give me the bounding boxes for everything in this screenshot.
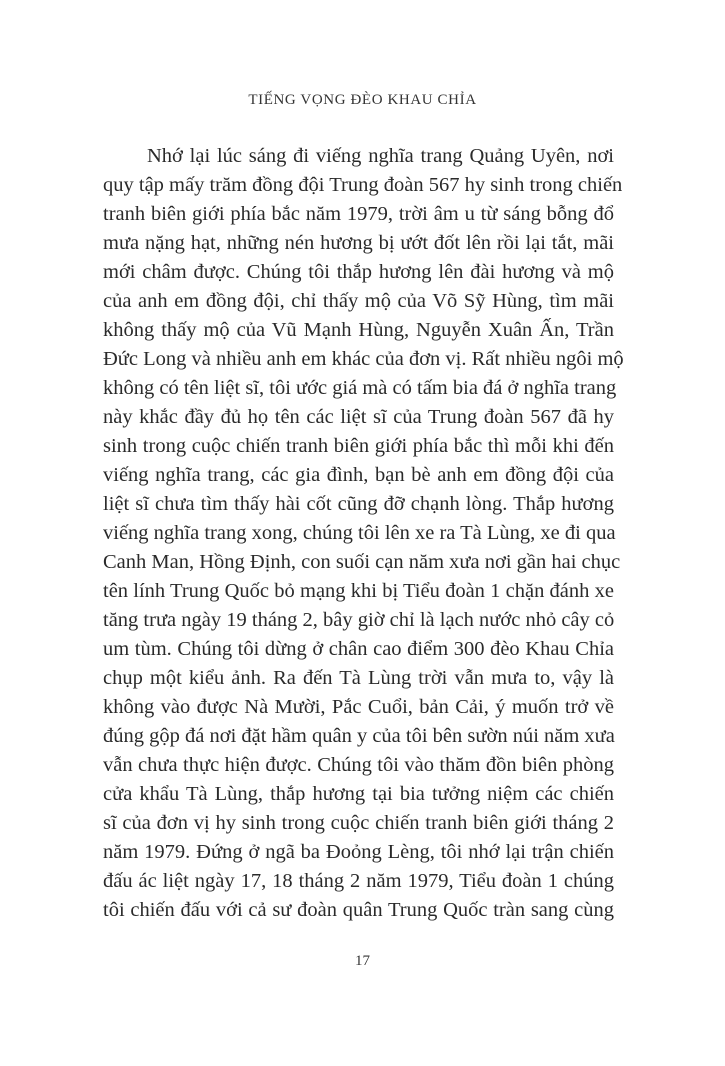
text-line: viếng nghĩa trang xong, chúng tôi lên xe ra Tà Lùng, xe đi qua: [103, 522, 616, 544]
text-line: viếng nghĩa trang, các gia đình, bạn bè anh em đồng đội của: [103, 464, 614, 486]
text-line: không thấy mộ của Vũ Mạnh Hùng, Nguyễn Xuân Ấn, Trần: [103, 319, 614, 341]
text-line: mới châm được. Chúng tôi thắp hương lên đài hương và mộ: [103, 261, 614, 283]
text-line: không vào được Nà Mười, Pắc Cuổi, bản Cải, ý muốn trở về: [103, 696, 614, 718]
text-line: tăng trưa ngày 19 tháng 2, bây giờ chỉ là lạch nước nhỏ cây cỏ: [103, 609, 615, 631]
text-line: sĩ của đơn vị hy sinh trong cuộc chiến tranh biên giới tháng 2: [103, 812, 614, 834]
text-line: không có tên liệt sĩ, tôi ước giá mà có tấm bia đá ở nghĩa trang: [103, 377, 617, 399]
text-line: mưa nặng hạt, những nén hương bị ướt đốt lên rồi lại tắt, mãi: [103, 232, 614, 254]
text-line: đúng gộp đá nơi đặt hầm quân y của tôi bên sườn núi năm xưa: [103, 725, 615, 747]
text-line: đấu ác liệt ngày 17, 18 tháng 2 năm 1979, Tiểu đoàn 1 chúng: [103, 870, 614, 892]
text-line: Nhớ lại lúc sáng đi viếng nghĩa trang Quảng Uyên, nơi: [147, 145, 614, 167]
text-line: này khắc đầy đủ họ tên các liệt sĩ của Trung đoàn 567 đã hy: [103, 406, 614, 428]
text-line: của anh em đồng đội, chỉ thấy mộ của Võ Sỹ Hùng, tìm mãi: [103, 290, 614, 312]
text-line: chụp một kiểu ảnh. Ra đến Tà Lùng trời vẫn mưa to, vậy là: [103, 667, 614, 689]
text-line: um tùm. Chúng tôi dừng ở chân cao điểm 300 đèo Khau Chỉa: [103, 638, 614, 660]
text-line: Canh Man, Hồng Định, con suối cạn năm xưa nơi gần hai chục: [103, 551, 621, 573]
body-text: [103, 142, 624, 925]
running-header: TIẾNG VỌNG ĐÈO KHAU CHỈA: [248, 92, 477, 108]
text-line: quy tập mấy trăm đồng đội Trung đoàn 567 hy sinh trong chiến: [103, 174, 623, 196]
page-number: 17: [355, 953, 370, 969]
text-line: sinh trong cuộc chiến tranh biên giới phía bắc thì mỗi khi đến: [103, 435, 614, 457]
text-line: cửa khẩu Tà Lùng, thắp hương tại bia tưởng niệm các chiến: [103, 783, 614, 805]
text-line: tranh biên giới phía bắc năm 1979, trời âm u từ sáng bỗng đổ: [103, 203, 614, 225]
text-line: năm 1979. Đứng ở ngã ba Đoỏng Lèng, tôi nhớ lại trận chiến: [103, 841, 614, 863]
text-line: liệt sĩ chưa tìm thấy hài cốt cũng đỡ chạnh lòng. Thắp hương: [103, 493, 614, 515]
text-line: Đức Long và nhiều anh em khác của đơn vị. Rất nhiều ngôi mộ: [103, 348, 624, 370]
text-line: tôi chiến đấu với cả sư đoàn quân Trung Quốc tràn sang cùng: [103, 899, 614, 921]
text-line: vẫn chưa thực hiện được. Chúng tôi vào thăm đồn biên phòng: [103, 754, 614, 776]
text-line: tên lính Trung Quốc bỏ mạng khi bị Tiểu đoàn 1 chặn đánh xe: [103, 580, 614, 602]
